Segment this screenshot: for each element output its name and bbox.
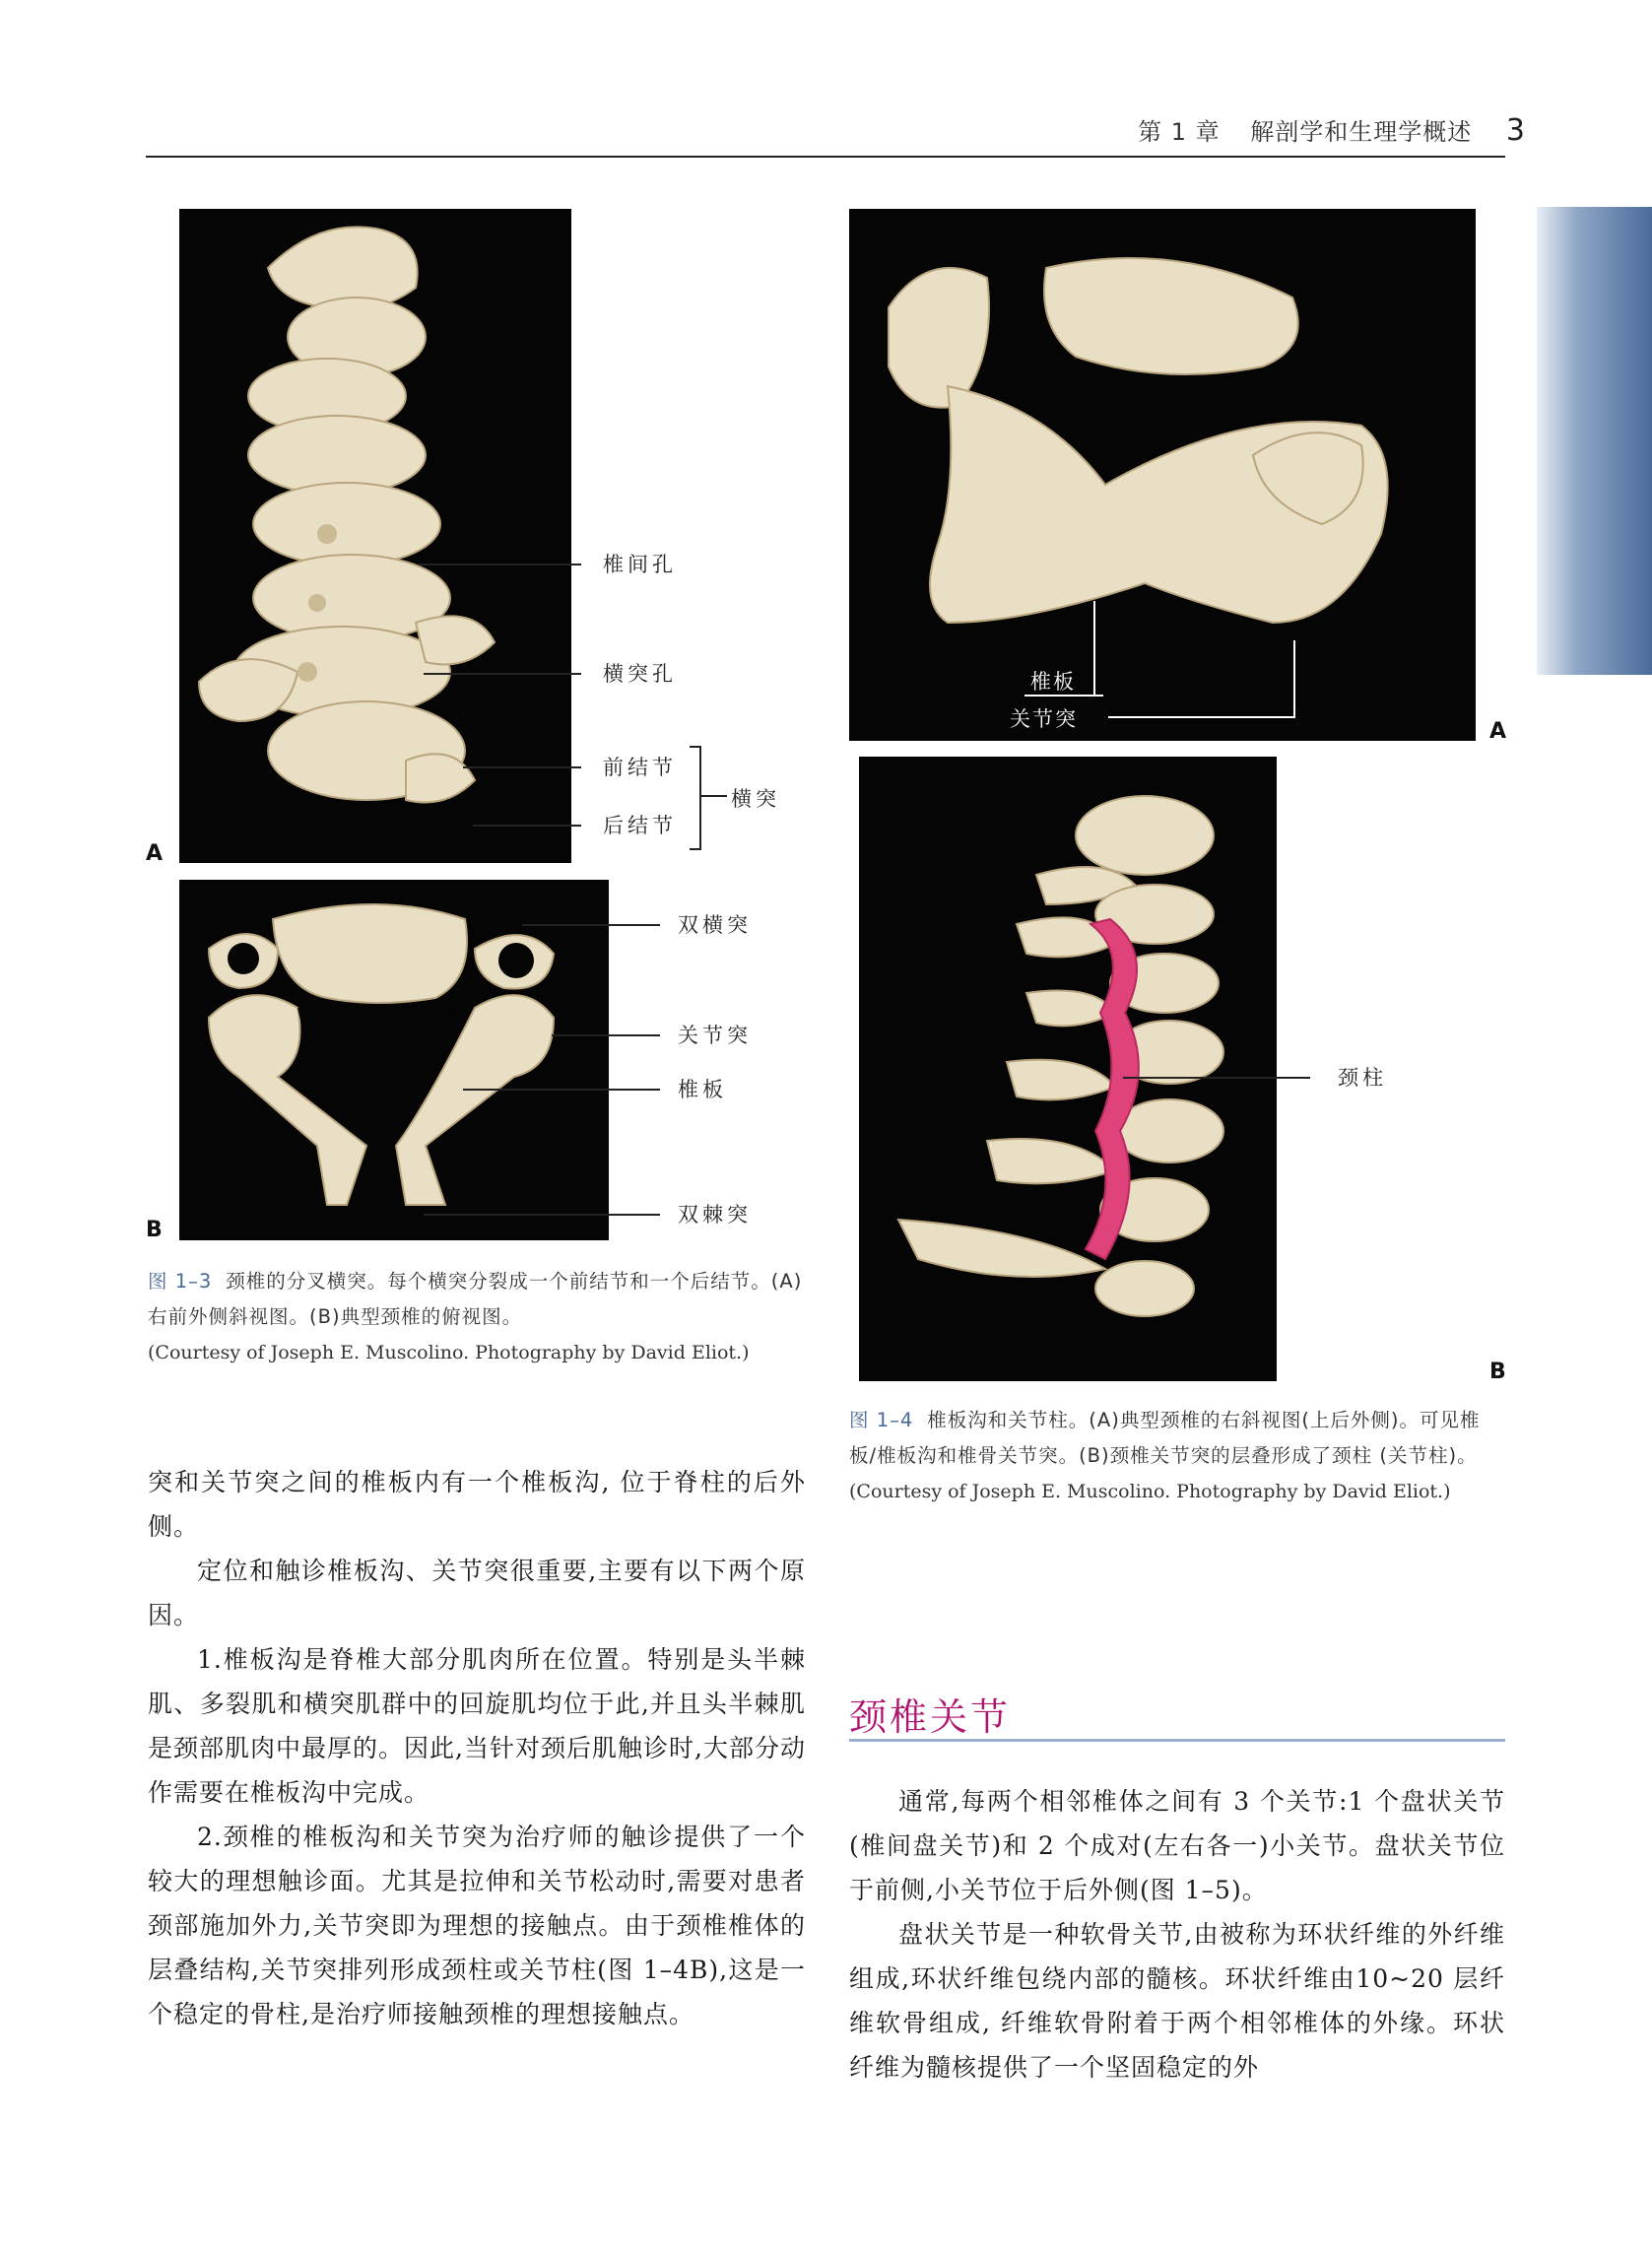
leader-line-white bbox=[1108, 716, 1295, 718]
leader-line bbox=[463, 766, 581, 768]
page-number: 3 bbox=[1505, 113, 1526, 148]
figure-1-4b-letter: B bbox=[1489, 1360, 1506, 1384]
leader-line bbox=[419, 564, 581, 565]
paragraph: 2.颈椎的椎板沟和关节突为治疗师的触诊提供了一个较大的理想触诊面。尤其是拉伸和关节松动时,需要对患者颈部施加外力,关节突即为理想的接触点。由于颈椎椎体的层叠结构,关节突排列形成颈柱或关节柱(图 1–4B),这是一个稳定的骨柱,是治疗师接触颈椎的理想接触点。 bbox=[148, 1823, 806, 2028]
leader-line bbox=[424, 1214, 660, 1216]
paragraph: 突和关节突之间的椎板内有一个椎板沟, 位于脊柱的后外侧。 bbox=[148, 1468, 806, 1541]
caption-courtesy: (Courtesy of Joseph E. Muscolino. Photography by David Eliot.) bbox=[148, 1342, 750, 1363]
leader-line-white bbox=[1093, 601, 1095, 696]
leader-line bbox=[424, 673, 581, 675]
paragraph: 盘状关节是一种软骨关节,由被称为环状纤维的外纤维组成,环状纤维包绕内部的髓核。环状纤维由10~20 层纤维软骨组成, 纤维软骨附着于两个相邻椎体的外缘。环状纤维为髓核提供了一个坚固稳定的外 bbox=[849, 1920, 1505, 2082]
leader-line bbox=[1123, 1077, 1310, 1079]
leader-line bbox=[463, 1089, 660, 1091]
figure-1-4-caption bbox=[849, 1403, 1505, 1509]
bracket-tick bbox=[701, 795, 727, 797]
right-column-text bbox=[849, 1779, 1505, 2090]
figure-1-3b-photo bbox=[179, 880, 609, 1240]
label-articular-process-a: 关节突 bbox=[1010, 707, 1078, 731]
label-articular-pillar: 颈柱 bbox=[1338, 1066, 1387, 1090]
figure-1-4a-letter: A bbox=[1489, 719, 1507, 744]
leader-line-white bbox=[1293, 640, 1295, 717]
caption-text: 椎板沟和关节柱。(A)典型颈椎的右斜视图(上后外侧)。可见椎板/椎板沟和椎骨关节突。(B)颈椎关节突的层叠形成了颈柱 (关节柱)。 bbox=[849, 1409, 1481, 1467]
label-bifid-transverse: 双横突 bbox=[678, 913, 752, 937]
leader-line bbox=[552, 1034, 660, 1036]
chapter-title: 解剖学和生理学概述 bbox=[1250, 118, 1473, 146]
leader-line bbox=[522, 924, 660, 926]
caption-text: 颈椎的分叉横突。每个横突分裂成一个前结节和一个后结节。(A)右前外侧斜视图。(B)典型颈椎的俯视图。 bbox=[148, 1270, 803, 1328]
label-lamina: 椎板 bbox=[678, 1078, 727, 1101]
chapter-label: 第 1 章 bbox=[1138, 118, 1221, 146]
running-header bbox=[1138, 112, 1526, 148]
figure-1-3-caption bbox=[148, 1264, 818, 1370]
label-bifid-spinous: 双棘突 bbox=[678, 1203, 752, 1227]
paragraph: 1.椎板沟是脊椎大部分肌肉所在位置。特别是头半棘肌、多裂肌和横突肌群中的回旋肌均位于此,并且头半棘肌是颈部肌肉中最厚的。因此,当针对颈后肌触诊时,大部分动作需要在椎板沟中完成。 bbox=[148, 1645, 806, 1807]
label-posterior-tubercle: 后结节 bbox=[603, 814, 677, 837]
figure-1-3a-photo bbox=[179, 209, 571, 863]
label-articular-process: 关节突 bbox=[678, 1024, 752, 1047]
section-title: 颈椎关节 bbox=[849, 1695, 1012, 1739]
label-intervertebral-foramen: 椎间孔 bbox=[603, 553, 677, 576]
label-anterior-tubercle: 前结节 bbox=[603, 756, 677, 779]
label-transverse-process: 横突 bbox=[731, 787, 780, 811]
label-transverse-foramen: 横突孔 bbox=[603, 662, 677, 686]
figure-1-4a-photo bbox=[849, 209, 1476, 741]
figure-1-3b-letter: B bbox=[146, 1218, 163, 1242]
leader-line bbox=[473, 825, 581, 827]
caption-courtesy: (Courtesy of Joseph E. Muscolino. Photography by David Eliot.) bbox=[849, 1481, 1451, 1502]
header-rule bbox=[146, 156, 1505, 158]
bracket bbox=[690, 746, 701, 850]
caption-number: 图 1–3 bbox=[148, 1270, 213, 1293]
paragraph: 通常,每两个相邻椎体之间有 3 个关节:1 个盘状关节(椎间盘关节)和 2 个成对(左右各一)小关节。盘状关节位于前侧,小关节位于后外侧(图 1–5)。 bbox=[849, 1787, 1505, 1904]
section-rule bbox=[849, 1739, 1505, 1742]
caption-number: 图 1–4 bbox=[849, 1409, 914, 1431]
figure-1-4b-photo bbox=[859, 757, 1277, 1381]
figure-1-3a-letter: A bbox=[146, 841, 164, 866]
left-column-text bbox=[148, 1460, 806, 2036]
paragraph: 定位和触诊椎板沟、关节突很重要,主要有以下两个原因。 bbox=[148, 1557, 806, 1629]
label-lamina-a: 椎板 bbox=[1030, 670, 1076, 694]
chapter-tab bbox=[1537, 207, 1652, 675]
